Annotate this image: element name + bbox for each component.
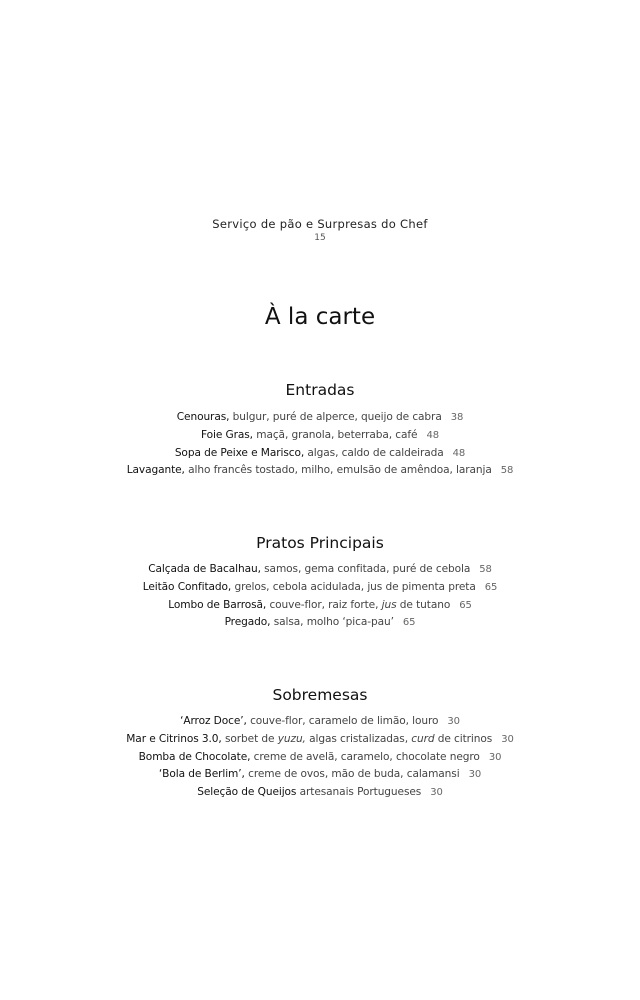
menu-item-price: 58 — [500, 465, 514, 477]
menu-item-description — [185, 464, 492, 476]
menu-item — [0, 445, 640, 463]
bread-service-title: Serviço de pão e Surpresas do Chef — [212, 217, 428, 231]
menu-item-description-part: bulgur, puré de alperce, queijo de cabra — [229, 411, 442, 423]
menu-item-price: 65 — [402, 617, 416, 629]
menu-item-description-part: jus — [381, 598, 397, 611]
menu-item-price: 30 — [468, 769, 482, 781]
menu-item — [0, 597, 640, 615]
menu-item — [0, 409, 640, 427]
bread-service-price: 15 — [314, 233, 326, 243]
menu-item-name: Lombo de Barrosã, — [168, 598, 267, 611]
menu-item — [0, 579, 640, 597]
menu-item-description-part: curd — [411, 732, 435, 745]
menu-item-description-part: couve-flor, caramelo de limão, louro — [246, 715, 439, 727]
menu-item-description — [247, 715, 439, 727]
menu-item-price: 65 — [459, 599, 472, 611]
menu-item-description-part: samos, gema confitada, puré de cebola — [260, 563, 471, 575]
menu-item-description-part: de tutano — [396, 598, 451, 611]
menu-item — [0, 766, 640, 784]
menu-item-price: 48 — [452, 447, 466, 459]
section-title-pratos-principais: Pratos Principais — [256, 534, 384, 552]
menu-item — [0, 561, 640, 579]
menu-item — [0, 614, 640, 632]
menu-item-description — [245, 768, 460, 780]
menu-item-description-part: creme de ovos, mão de buda, calamansi — [244, 768, 460, 781]
menu-item-description — [261, 563, 470, 575]
menu-item-description-part: creme de avelã, caramelo, chocolate negro — [250, 750, 480, 763]
menu-item-price: 30 — [430, 787, 443, 799]
page-title: À la carte — [264, 304, 376, 330]
menu-item-description — [266, 599, 450, 611]
menu-item-name: Pregado, — [224, 616, 271, 629]
menu-item-description — [296, 786, 421, 798]
menu-item-description-part: sorbet de — [221, 732, 278, 745]
menu-item — [0, 749, 640, 767]
menu-item — [0, 462, 640, 480]
menu-item-name: Lavagante, — [126, 464, 185, 477]
menu-item-description — [229, 411, 441, 423]
menu-item-name: Foie Gras, — [200, 428, 253, 441]
menu-item — [0, 427, 640, 445]
section-title-entradas: Entradas — [285, 381, 355, 399]
menu-item-description-part: salsa, molho ‘pica-pau’ — [270, 616, 394, 629]
menu-item-name: Seleção de Queijos — [197, 786, 297, 799]
menu-item-name: Leitão Confitado, — [142, 580, 232, 593]
menu-item-description-part: algas cristalizadas, — [305, 732, 412, 745]
menu-item-description — [250, 751, 479, 763]
menu-item-name: Calçada de Bacalhau, — [148, 563, 261, 575]
menu-item-name: Sopa de Peixe e Marisco, — [174, 446, 305, 459]
menu-item — [0, 713, 640, 731]
menu-item-description-part: artesanais Portugueses — [296, 786, 422, 799]
menu-item-description — [231, 581, 476, 593]
section-items-pratos-principais — [0, 561, 640, 632]
menu-item-price: 65 — [484, 581, 498, 593]
menu-item-description-part: grelos, cebola acidulada, jus de pimenta preta — [231, 580, 476, 593]
menu-item-description-part: de citrinos — [434, 732, 493, 745]
menu-item-description-part: algas, caldo de caldeirada — [304, 446, 444, 459]
menu-item-description — [253, 429, 418, 441]
menu-item-price: 58 — [479, 564, 492, 575]
menu-item — [0, 731, 640, 749]
menu-item-price: 30 — [501, 733, 514, 745]
menu-item-description-part: yuzu, — [277, 732, 306, 745]
menu-item-description — [270, 616, 393, 628]
menu-item-description-part: maçã, granola, beterraba, café — [252, 428, 418, 441]
menu-item-description-part: alho francês tostado, milho, emulsão de amêndoa, laranja — [184, 464, 492, 477]
section-items-sobremesas — [0, 713, 640, 802]
menu-item-price: 38 — [450, 412, 464, 423]
menu-item-name: ‘Arroz Doce’, — [180, 715, 247, 727]
menu-item-name: ‘Bola de Berlim’, — [158, 768, 245, 781]
section-title-sobremesas: Sobremesas — [272, 686, 368, 704]
menu-item-name: Cenouras, — [176, 411, 230, 423]
menu-item-price: 48 — [426, 429, 439, 441]
menu-item-description — [222, 733, 492, 745]
menu-item-description — [304, 447, 444, 459]
menu-item-price: 30 — [447, 716, 460, 727]
menu-item-description-part: couve-flor, raiz forte, — [266, 598, 382, 611]
menu-item-name: Bomba de Chocolate, — [138, 750, 251, 763]
section-items-entradas — [0, 409, 640, 480]
menu-item — [0, 784, 640, 802]
menu-item-name: Mar e Citrinos 3.0, — [126, 732, 222, 745]
menu-item-price: 30 — [488, 751, 502, 763]
